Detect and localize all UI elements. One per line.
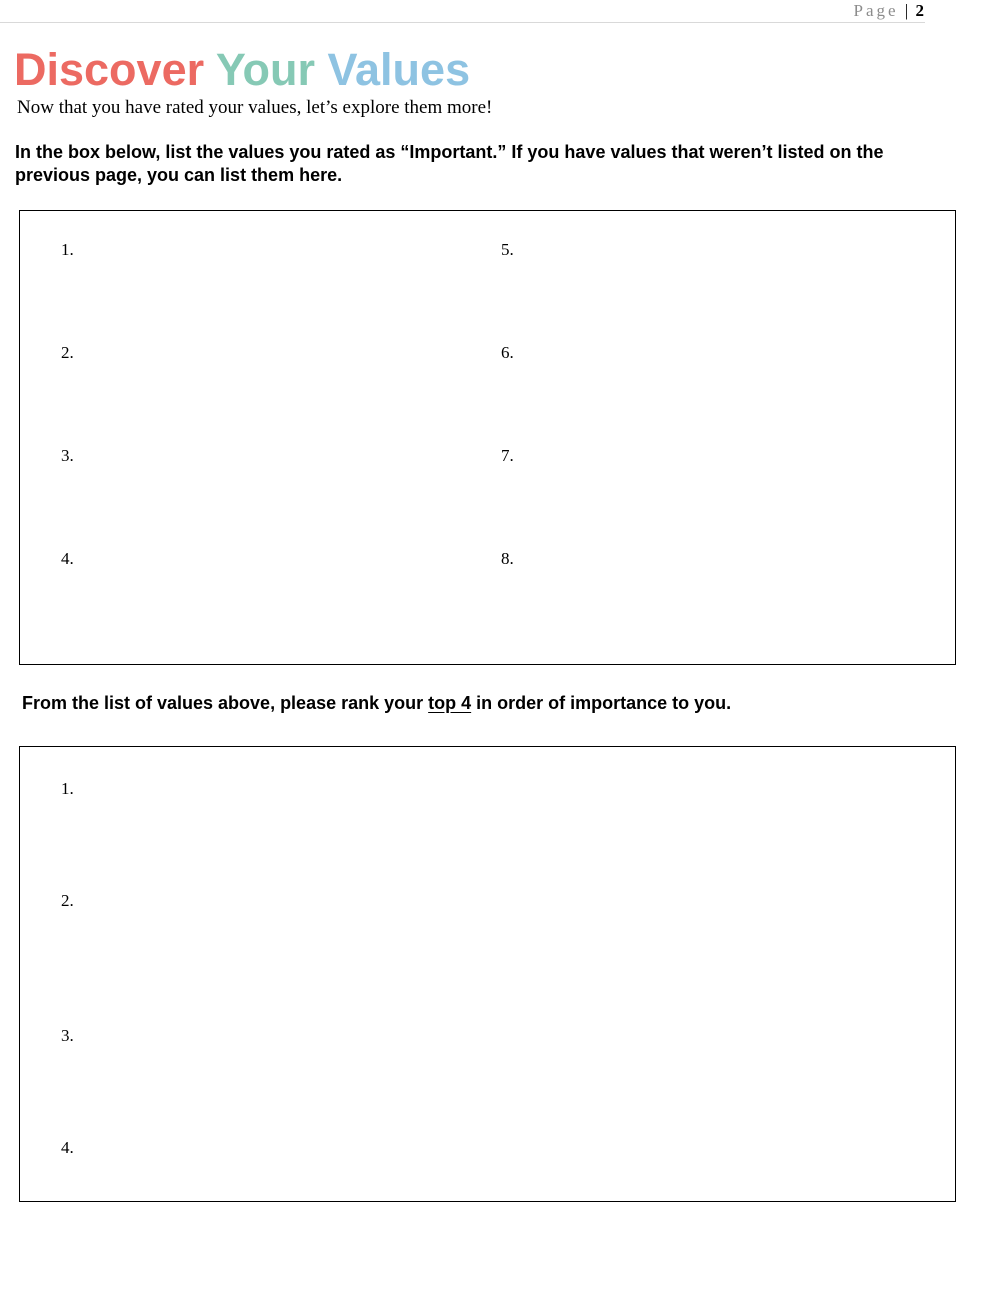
rank-field-2[interactable]: 2. <box>61 891 74 910</box>
important-values-instruction: In the box below, list the values you rated as “Important.” If you have values that weren’t listed on the previous page, you can list them here. <box>15 142 884 185</box>
value-field-7[interactable]: 7. <box>501 446 514 465</box>
rank-field-3[interactable]: 3. <box>61 1026 74 1045</box>
top4-instruction-after: in order of importance to you. <box>471 693 732 713</box>
page-title <box>14 42 470 98</box>
value-field-8[interactable]: 8. <box>501 549 514 568</box>
value-field-1[interactable]: 1. <box>61 240 74 259</box>
important-values-box <box>19 210 956 665</box>
value-field-6[interactable]: 6. <box>501 343 514 362</box>
title-word-your: Your <box>215 44 315 95</box>
page-number-header <box>854 0 924 22</box>
top4-ranking-box <box>19 746 956 1202</box>
value-field-4[interactable]: 4. <box>61 549 74 568</box>
page-number: 2 <box>915 1 924 20</box>
title-word-discover: Discover <box>14 44 205 95</box>
page-separator: | <box>904 1 909 20</box>
top4-instruction-before: From the list of values above, please rank your <box>22 693 429 713</box>
subtitle: Now that you have rated your values, let’s explore them more! <box>17 97 493 118</box>
page-word: Page <box>853 1 899 20</box>
value-field-3[interactable]: 3. <box>61 446 74 465</box>
rank-field-1[interactable]: 1. <box>61 779 74 798</box>
header-rule <box>0 22 925 23</box>
rank-field-4[interactable]: 4. <box>61 1138 74 1157</box>
value-field-2[interactable]: 2. <box>61 343 74 362</box>
value-field-5[interactable]: 5. <box>501 240 514 259</box>
title-word-values: Values <box>327 44 471 95</box>
top4-emphasis: top 4 <box>428 693 472 713</box>
top4-instruction <box>22 692 731 715</box>
